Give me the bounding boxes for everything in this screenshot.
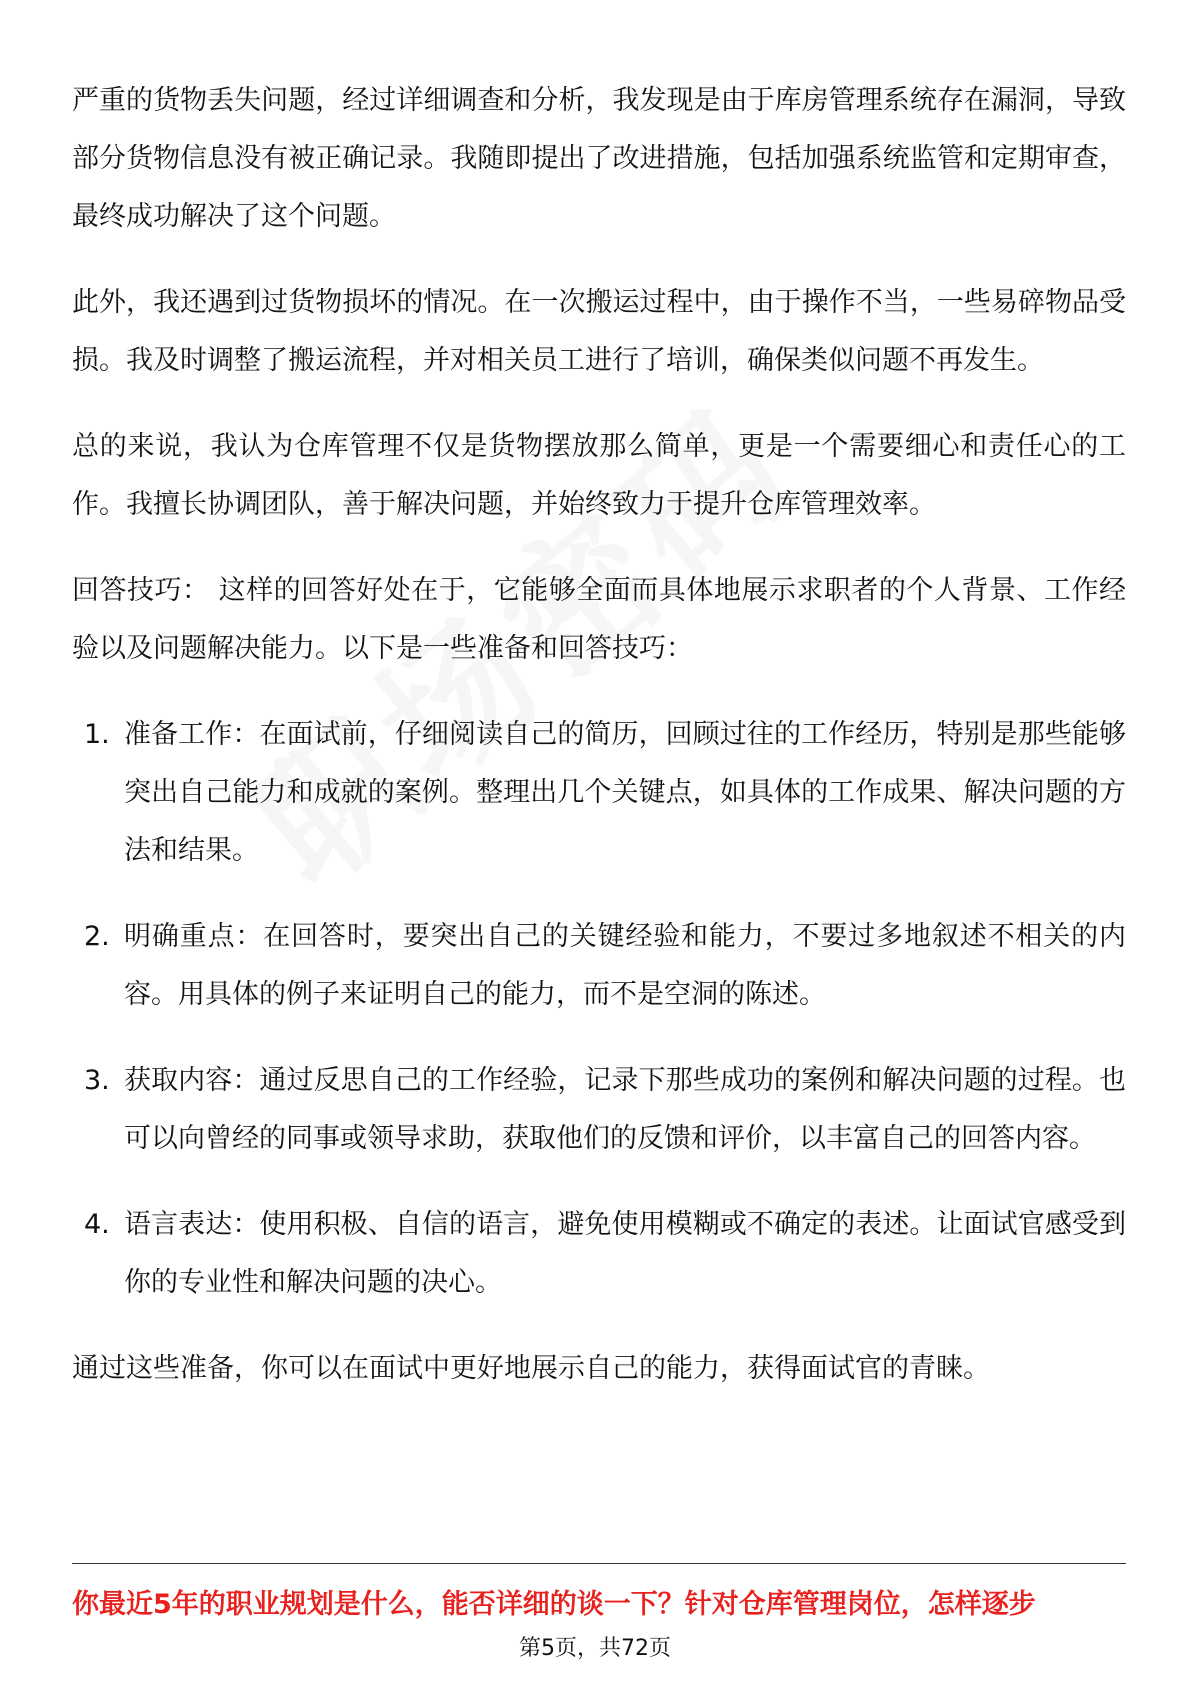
list-item-number: 4. [84,1209,110,1240]
list-item-text: 明确重点：在回答时，要突出自己的关键经验和能力，不要过多地叙述不相关的内容。用具体的例子来证明自己的能力，而不是空洞的陈述。 [124,921,1126,1010]
list-item-text: 语言表达：使用积极、自信的语言，避免使用模糊或不确定的表述。让面试官感受到你的专业性和解决问题的决心。 [124,1209,1126,1298]
page-number: 第5页，共72页 [519,1636,671,1661]
next-question-heading: 你最近5年的职业规划是什么，能否详细的谈一下？针对仓库管理岗位，怎样逐步 [72,1589,1036,1620]
list-item [72,706,1126,880]
page-content [72,72,1126,1426]
list-item [72,908,1126,1024]
list-item-text: 准备工作：在面试前，仔细阅读自己的简历，回顾过往的工作经历，特别是那些能够突出自己能力和成就的案例。整理出几个关键点，如具体的工作成果、解决问题的方法和结果。 [124,719,1126,866]
list-item [72,1052,1126,1168]
tips-list [72,706,1126,1312]
list-item-number: 3. [84,1065,110,1096]
paragraph-answer-tips: 回答技巧： 这样的回答好处在于，它能够全面而具体地展示求职者的个人背景、工作经验以及问题解决能力。以下是一些准备和回答技巧： [72,575,1126,664]
list-item-number: 1. [84,719,110,750]
section-divider [72,1563,1126,1564]
paragraph-summary: 总的来说，我认为仓库管理不仅是货物摆放那么简单，更是一个需要细心和责任心的工作。我擅长协调团队，善于解决问题，并始终致力于提升仓库管理效率。 [72,431,1126,520]
list-item-text: 获取内容：通过反思自己的工作经验，记录下那些成功的案例和解决问题的过程。也可以向曾经的同事或领导求助，获取他们的反馈和评价，以丰富自己的回答内容。 [124,1065,1126,1154]
paragraph-closing: 通过这些准备，你可以在面试中更好地展示自己的能力，获得面试官的青睐。 [72,1353,990,1384]
list-item [72,1196,1126,1312]
paragraph-goods-damage: 此外，我还遇到过货物损坏的情况。在一次搬运过程中，由于操作不当，一些易碎物品受损。我及时调整了搬运流程，并对相关员工进行了培训，确保类似问题不再发生。 [72,287,1126,376]
paragraph-goods-loss: 严重的货物丢失问题，经过详细调查和分析，我发现是由于库房管理系统存在漏洞，导致部分货物信息没有被正确记录。我随即提出了改进措施，包括加强系统监管和定期审查，最终成功解决了这个问题。 [72,85,1126,232]
list-item-number: 2. [84,921,110,952]
